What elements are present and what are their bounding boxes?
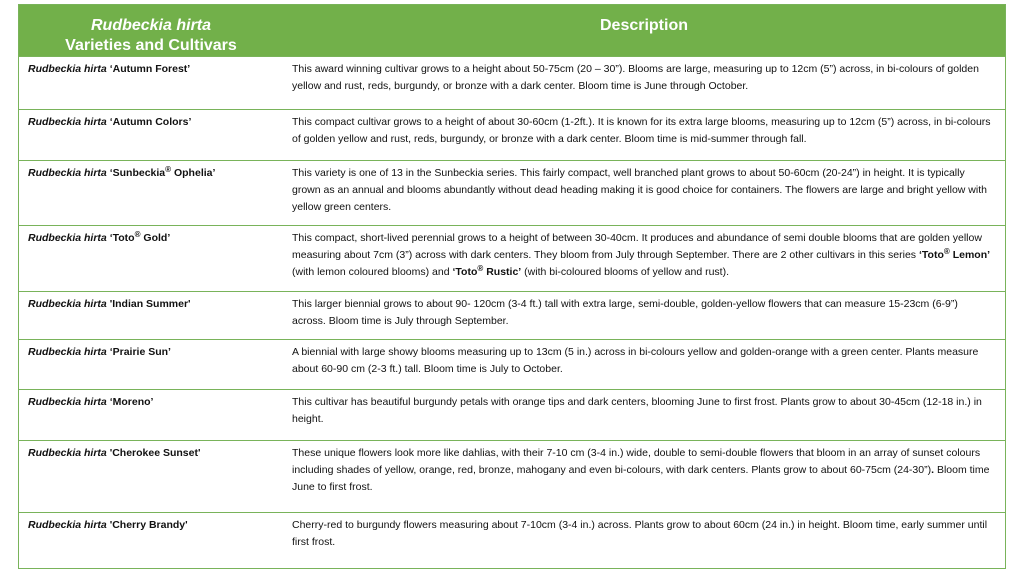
cultivars-table bbox=[19, 5, 1005, 568]
cultivar-name bbox=[19, 161, 283, 226]
genus-label: Rudbeckia hirta bbox=[28, 519, 107, 531]
cultivar-label-post: Ophelia’ bbox=[171, 167, 216, 179]
table-row bbox=[19, 292, 1005, 340]
cultivars-table-frame bbox=[18, 4, 1006, 569]
cultivar-description: This variety is one of 13 in the Sunbeckia series. This fairly compact, well branched plant grows to about 50-60cm (20-24”) in height. It is typically grown as an annual and blooms abundantly without dead heading making it is good choice for containers. The flowers are large and bright yellow with yellow green centers. bbox=[283, 161, 1005, 226]
genus-label: Rudbeckia hirta bbox=[28, 116, 107, 128]
cultivar-label: ‘Autumn Colors’ bbox=[109, 116, 192, 128]
series-name-post: Rustic’ bbox=[483, 266, 522, 278]
header-species: Rudbeckia hirta bbox=[90, 17, 212, 34]
header-row bbox=[19, 5, 1005, 57]
series-name-lemon bbox=[919, 249, 990, 261]
cultivar-label: ‘Autumn Forest’ bbox=[109, 63, 191, 75]
description-period: . bbox=[931, 464, 935, 476]
table-row bbox=[19, 441, 1005, 513]
table-row bbox=[19, 340, 1005, 390]
table-row bbox=[19, 161, 1005, 226]
description-text: Bloom time June to first frost. bbox=[292, 464, 990, 493]
cultivar-name bbox=[19, 110, 283, 161]
description-text: (with lemon coloured blooms) and bbox=[292, 266, 453, 278]
cultivar-description: This award winning cultivar grows to a height about 50-75cm (20 – 30”). Blooms are large, measuring up to 12cm (5”) across, in bi-colours of golden yellow and rust, reds, burgundy, or bronze with a dark center. Bloom time is June through October. bbox=[283, 57, 1005, 110]
series-name-rustic bbox=[453, 266, 522, 278]
cultivar-label-pre: ‘Sunbeckia bbox=[109, 167, 166, 179]
header-subtitle: Varieties and Cultivars bbox=[65, 37, 237, 54]
cultivar-name bbox=[19, 390, 283, 441]
genus-label: Rudbeckia hirta bbox=[28, 167, 107, 179]
cultivar-description: This cultivar has beautiful burgundy petals with orange tips and dark centers, blooming June to first frost. Plants grow to about 30-45cm (12-18 in.) in height. bbox=[283, 390, 1005, 441]
description-text: This compact, short-lived perennial grows to a height of between 30-40cm. It produces and abundance of semi double blooms that are golden yellow measuring about 7cm (3”) across with dark centers. They bloom from July through September. There are 2 other cultivars in this series bbox=[292, 232, 982, 261]
cultivar-description: This compact cultivar grows to a height of about 30-60cm (1-2ft.). It is known for its extra large blooms, measuring up to 12cm (5”) across, in bi-colours of golden yellow and rust, reds, burgundy, or bronze with a dark center. Bloom time is mid-summer through fall. bbox=[283, 110, 1005, 161]
cultivar-label: ‘Moreno’ bbox=[106, 396, 154, 408]
genus-label: Rudbeckia hirta bbox=[28, 63, 107, 75]
table-row bbox=[19, 57, 1005, 110]
cultivar-name bbox=[19, 513, 283, 569]
header-description: Description bbox=[283, 5, 1005, 57]
table-row bbox=[19, 390, 1005, 441]
genus-label: Rudbeckia hirta bbox=[28, 232, 107, 244]
cultivar-name bbox=[19, 57, 283, 110]
cultivar-description: This larger biennial grows to about 90- 120cm (3-4 ft.) tall with extra large, semi-double, golden-yellow flowers that can measure 15-23cm (6-9”) across. Bloom time is July through September. bbox=[283, 292, 1005, 340]
cultivar-description bbox=[283, 441, 1005, 513]
cultivar-name bbox=[19, 340, 283, 390]
cultivar-description bbox=[283, 226, 1005, 292]
registered-mark: ® bbox=[134, 230, 141, 239]
registered-mark: ® bbox=[477, 264, 484, 273]
cultivar-label: 'Indian Summer' bbox=[106, 298, 191, 310]
table-row bbox=[19, 110, 1005, 161]
header-variety bbox=[19, 5, 283, 57]
cultivar-label: 'Cherry Brandy' bbox=[106, 519, 188, 531]
cultivar-name bbox=[19, 292, 283, 340]
genus-label: Rudbeckia hirta bbox=[28, 298, 107, 310]
cultivar-description: A biennial with large showy blooms measuring up to 13cm (5 in.) across in bi-colours yellow and golden-orange with a green center. Plants measure about 60-90 cm (2-3 ft.) tall. Bloom time is July to October. bbox=[283, 340, 1005, 390]
cultivar-label-pre: ‘Toto bbox=[109, 232, 135, 244]
table-row bbox=[19, 226, 1005, 292]
cultivar-description: Cherry-red to burgundy flowers measuring about 7-10cm (3-4 in.) across. Plants grow to about 60cm (24 in.) in height. Bloom time, early summer until first frost. bbox=[283, 513, 1005, 569]
series-name-pre: ‘Toto bbox=[918, 249, 944, 261]
cultivar-label: ‘Prairie Sun’ bbox=[106, 346, 171, 358]
genus-label: Rudbeckia hirta bbox=[28, 396, 107, 408]
cultivar-label-post: Gold’ bbox=[140, 232, 171, 244]
genus-label: Rudbeckia hirta bbox=[28, 346, 107, 358]
description-text: (with bi-coloured blooms of yellow and rust). bbox=[521, 266, 729, 278]
cultivar-label: 'Cherokee Sunset' bbox=[106, 447, 201, 459]
cultivar-name bbox=[19, 226, 283, 292]
registered-mark: ® bbox=[165, 165, 172, 174]
description-text: These unique flowers look more like dahlias, with their 7-10 cm (3-4 in.) wide, double to semi-double flowers that bloom in an array of sunset colours including shades of yellow, orange, red, bronze, mahogany and even bi-colours, with dark centers. Plants grow to about 60-75cm (24-30”) bbox=[292, 447, 981, 476]
registered-mark: ® bbox=[943, 247, 950, 256]
table-row bbox=[19, 513, 1005, 569]
cultivar-name bbox=[19, 441, 283, 513]
series-name-pre: ‘Toto bbox=[452, 266, 478, 278]
genus-label: Rudbeckia hirta bbox=[28, 447, 107, 459]
series-name-post: Lemon’ bbox=[949, 249, 991, 261]
